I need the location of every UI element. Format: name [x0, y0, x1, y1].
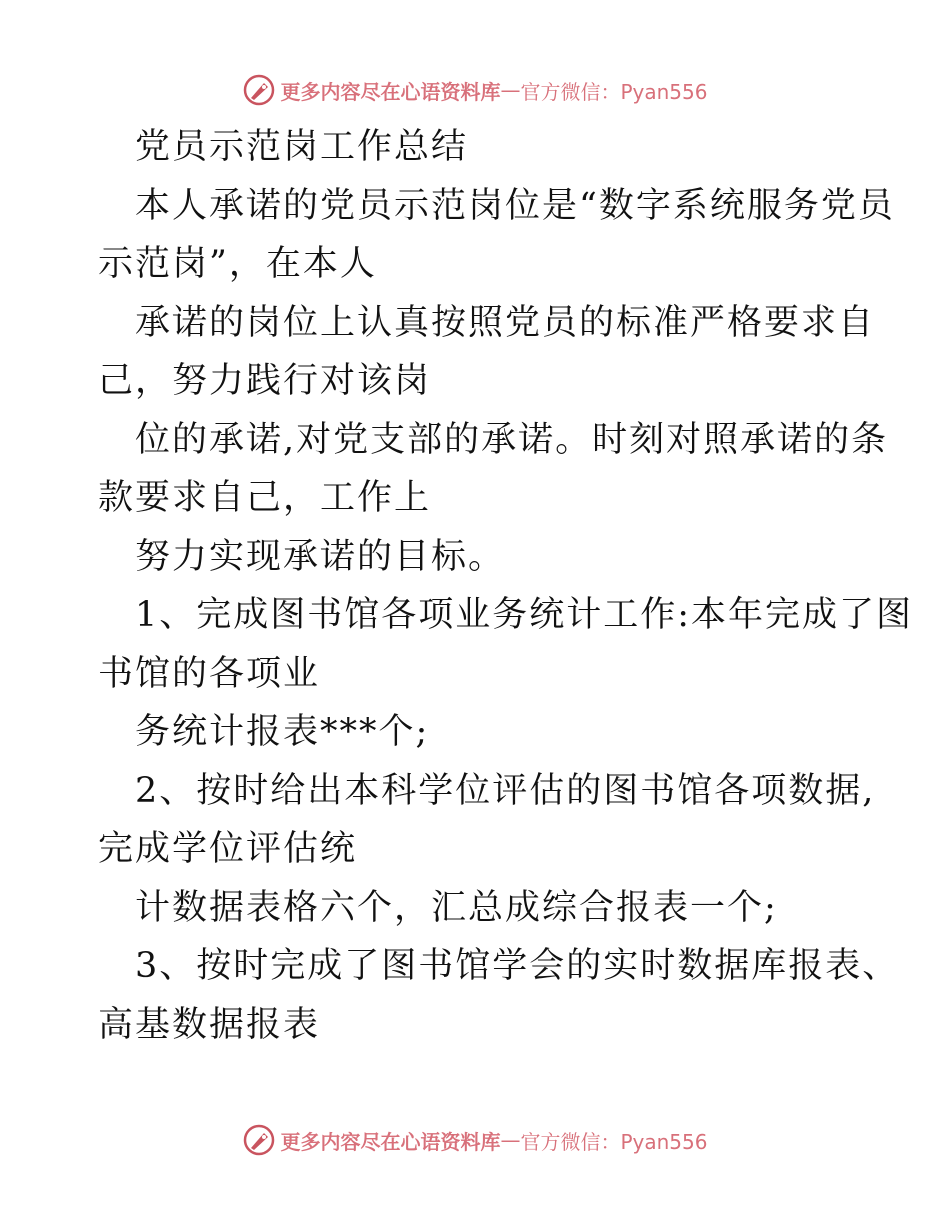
paragraph-line: 努力实现承诺的目标。 — [135, 536, 506, 577]
paragraph-line: 己，努力践行对该岗 — [98, 361, 432, 401]
document-title: 党员示范岗工作总结 — [135, 127, 469, 167]
pen-nib-circle-icon — [242, 1123, 276, 1157]
paragraph-line: 款要求自己，工作上 — [98, 478, 432, 518]
paragraph-line: 本人承诺的党员示范岗位是“数字系统服务党员 — [135, 185, 895, 226]
watermark-wechat: 官方微信：Pyan556 — [520, 1129, 708, 1154]
list-item-line: 高基数据报表 — [98, 1004, 321, 1045]
list-item-line: 完成学位评估统 — [98, 829, 358, 869]
paragraph-line: 示范岗”，在本人 — [98, 244, 377, 284]
list-item-line: 2、按时给出本科学位评估的图书馆各项数据, — [135, 770, 876, 811]
watermark-banner-bottom — [0, 1120, 950, 1160]
watermark-brand: 更多内容尽在心语资料库 — [280, 1129, 501, 1154]
list-item-line: 3、按时完成了图书馆学会的实时数据库报表、 — [135, 946, 900, 986]
list-item-line: 1、完成图书馆各项业务统计工作:本年完成了图 — [135, 595, 914, 635]
pen-nib-circle-icon — [242, 73, 276, 107]
watermark-brand: 更多内容尽在心语资料库 — [280, 79, 501, 104]
list-item-line: 计数据表格六个，汇总成综合报表一个; — [135, 887, 778, 928]
list-item-line: 书馆的各项业 — [98, 653, 321, 694]
paragraph-line: 位的承诺,对党支部的承诺。时刻对照承诺的条 — [135, 419, 889, 460]
document-body — [98, 118, 914, 1054]
list-item-line: 务统计报表***个; — [135, 712, 430, 752]
watermark-separator: — — [500, 1128, 521, 1152]
watermark-wechat: 官方微信：Pyan556 — [520, 79, 708, 104]
paragraph-line: 承诺的岗位上认真按照党员的标准严格要求自 — [135, 302, 876, 343]
watermark-separator: — — [500, 78, 521, 102]
watermark-banner-top — [0, 70, 950, 110]
